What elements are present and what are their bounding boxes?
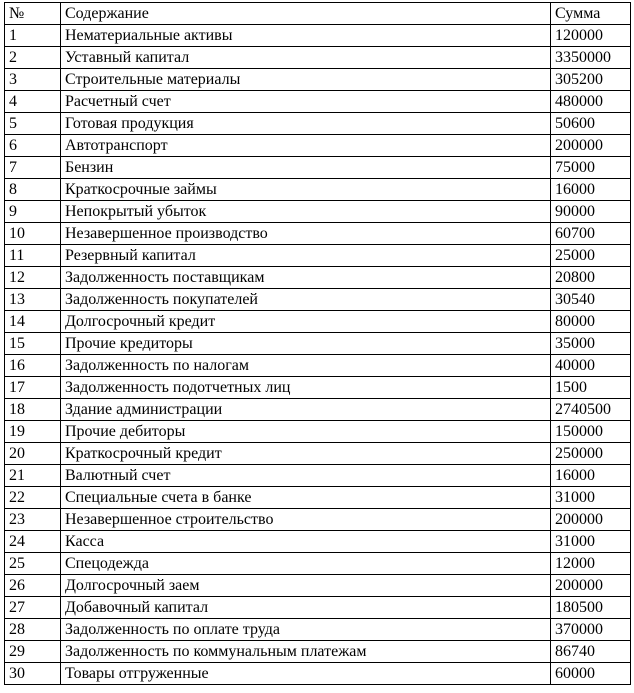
row-description-cell: Здание администрации — [61, 399, 551, 421]
row-description-cell: Добавочный капитал — [61, 597, 551, 619]
row-description-cell: Долгосрочный заем — [61, 575, 551, 597]
row-description-cell: Прочие дебиторы — [61, 421, 551, 443]
row-amount-cell: 250000 — [551, 443, 631, 465]
row-num-cell: 10 — [5, 223, 61, 245]
row-description-cell: Бензин — [61, 157, 551, 179]
header-description: Содержание — [61, 3, 551, 25]
table-row — [5, 509, 631, 531]
row-num-cell: 14 — [5, 311, 61, 333]
row-num-cell: 21 — [5, 465, 61, 487]
row-num-cell: 30 — [5, 663, 61, 685]
row-description-cell: Специальные счета в банке — [61, 487, 551, 509]
row-amount-cell: 150000 — [551, 421, 631, 443]
row-description-cell: Незавершенное строительство — [61, 509, 551, 531]
row-num-cell: 16 — [5, 355, 61, 377]
table-row — [5, 641, 631, 663]
row-description-cell: Автотранспорт — [61, 135, 551, 157]
table-row — [5, 421, 631, 443]
row-amount-cell: 3350000 — [551, 47, 631, 69]
ledger-body — [5, 25, 631, 685]
row-description-cell: Краткосрочные займы — [61, 179, 551, 201]
table-row — [5, 465, 631, 487]
row-description-cell: Спецодежда — [61, 553, 551, 575]
row-amount-cell: 1500 — [551, 377, 631, 399]
row-amount-cell: 180500 — [551, 597, 631, 619]
table-row — [5, 531, 631, 553]
table-row — [5, 575, 631, 597]
table-row — [5, 377, 631, 399]
row-num-cell: 29 — [5, 641, 61, 663]
row-amount-cell: 31000 — [551, 531, 631, 553]
header-amount: Сумма — [551, 3, 631, 25]
table-row — [5, 267, 631, 289]
row-amount-cell: 305200 — [551, 69, 631, 91]
row-description-cell: Задолженность поставщикам — [61, 267, 551, 289]
row-amount-cell: 2740500 — [551, 399, 631, 421]
table-row — [5, 597, 631, 619]
row-description-cell: Нематериальные активы — [61, 25, 551, 47]
row-num-cell: 2 — [5, 47, 61, 69]
row-num-cell: 19 — [5, 421, 61, 443]
row-num-cell: 12 — [5, 267, 61, 289]
row-amount-cell: 480000 — [551, 91, 631, 113]
ledger-table — [4, 2, 631, 685]
table-row — [5, 289, 631, 311]
row-description-cell: Расчетный счет — [61, 91, 551, 113]
table-row — [5, 157, 631, 179]
row-description-cell: Уставный капитал — [61, 47, 551, 69]
table-row — [5, 355, 631, 377]
row-num-cell: 26 — [5, 575, 61, 597]
row-num-cell: 18 — [5, 399, 61, 421]
row-num-cell: 24 — [5, 531, 61, 553]
row-amount-cell: 80000 — [551, 311, 631, 333]
table-row — [5, 69, 631, 91]
table-row — [5, 25, 631, 47]
row-description-cell: Краткосрочный кредит — [61, 443, 551, 465]
row-num-cell: 5 — [5, 113, 61, 135]
row-description-cell: Долгосрочный кредит — [61, 311, 551, 333]
row-description-cell: Прочие кредиторы — [61, 333, 551, 355]
row-amount-cell: 200000 — [551, 135, 631, 157]
row-description-cell: Задолженность по оплате труда — [61, 619, 551, 641]
row-amount-cell: 200000 — [551, 575, 631, 597]
row-amount-cell: 60700 — [551, 223, 631, 245]
table-row — [5, 443, 631, 465]
row-amount-cell: 20800 — [551, 267, 631, 289]
row-num-cell: 15 — [5, 333, 61, 355]
row-amount-cell: 30540 — [551, 289, 631, 311]
row-num-cell: 22 — [5, 487, 61, 509]
row-description-cell: Задолженность подотчетных лиц — [61, 377, 551, 399]
table-row — [5, 223, 631, 245]
row-description-cell: Касса — [61, 531, 551, 553]
row-amount-cell: 50600 — [551, 113, 631, 135]
row-amount-cell: 86740 — [551, 641, 631, 663]
row-description-cell: Готовая продукция — [61, 113, 551, 135]
row-num-cell: 20 — [5, 443, 61, 465]
row-description-cell: Товары отгруженные — [61, 663, 551, 685]
table-row — [5, 47, 631, 69]
row-amount-cell: 35000 — [551, 333, 631, 355]
header-num: № — [5, 3, 61, 25]
row-num-cell: 23 — [5, 509, 61, 531]
row-description-cell: Непокрытый убыток — [61, 201, 551, 223]
table-row — [5, 487, 631, 509]
row-num-cell: 25 — [5, 553, 61, 575]
row-description-cell: Валютный счет — [61, 465, 551, 487]
table-row — [5, 91, 631, 113]
row-amount-cell: 120000 — [551, 25, 631, 47]
row-num-cell: 9 — [5, 201, 61, 223]
table-row — [5, 399, 631, 421]
row-num-cell: 3 — [5, 69, 61, 91]
row-amount-cell: 16000 — [551, 465, 631, 487]
row-amount-cell: 60000 — [551, 663, 631, 685]
row-amount-cell: 31000 — [551, 487, 631, 509]
row-num-cell: 27 — [5, 597, 61, 619]
row-description-cell: Строительные материалы — [61, 69, 551, 91]
table-row — [5, 201, 631, 223]
row-num-cell: 11 — [5, 245, 61, 267]
row-num-cell: 4 — [5, 91, 61, 113]
row-amount-cell: 370000 — [551, 619, 631, 641]
row-amount-cell: 12000 — [551, 553, 631, 575]
row-num-cell: 13 — [5, 289, 61, 311]
row-description-cell: Задолженность покупателей — [61, 289, 551, 311]
row-amount-cell: 40000 — [551, 355, 631, 377]
row-description-cell: Задолженность по коммунальным платежам — [61, 641, 551, 663]
row-num-cell: 6 — [5, 135, 61, 157]
table-row — [5, 179, 631, 201]
table-row — [5, 663, 631, 685]
row-description-cell: Незавершенное производство — [61, 223, 551, 245]
table-row — [5, 619, 631, 641]
row-num-cell: 28 — [5, 619, 61, 641]
row-amount-cell: 90000 — [551, 201, 631, 223]
header-row — [5, 3, 631, 25]
row-amount-cell: 25000 — [551, 245, 631, 267]
row-num-cell: 17 — [5, 377, 61, 399]
table-row — [5, 553, 631, 575]
row-num-cell: 7 — [5, 157, 61, 179]
table-row — [5, 135, 631, 157]
row-amount-cell: 16000 — [551, 179, 631, 201]
table-row — [5, 311, 631, 333]
table-row — [5, 333, 631, 355]
row-description-cell: Задолженность по налогам — [61, 355, 551, 377]
table-row — [5, 245, 631, 267]
table-row — [5, 113, 631, 135]
row-amount-cell: 75000 — [551, 157, 631, 179]
row-amount-cell: 200000 — [551, 509, 631, 531]
row-description-cell: Резервный капитал — [61, 245, 551, 267]
row-num-cell: 8 — [5, 179, 61, 201]
row-num-cell: 1 — [5, 25, 61, 47]
